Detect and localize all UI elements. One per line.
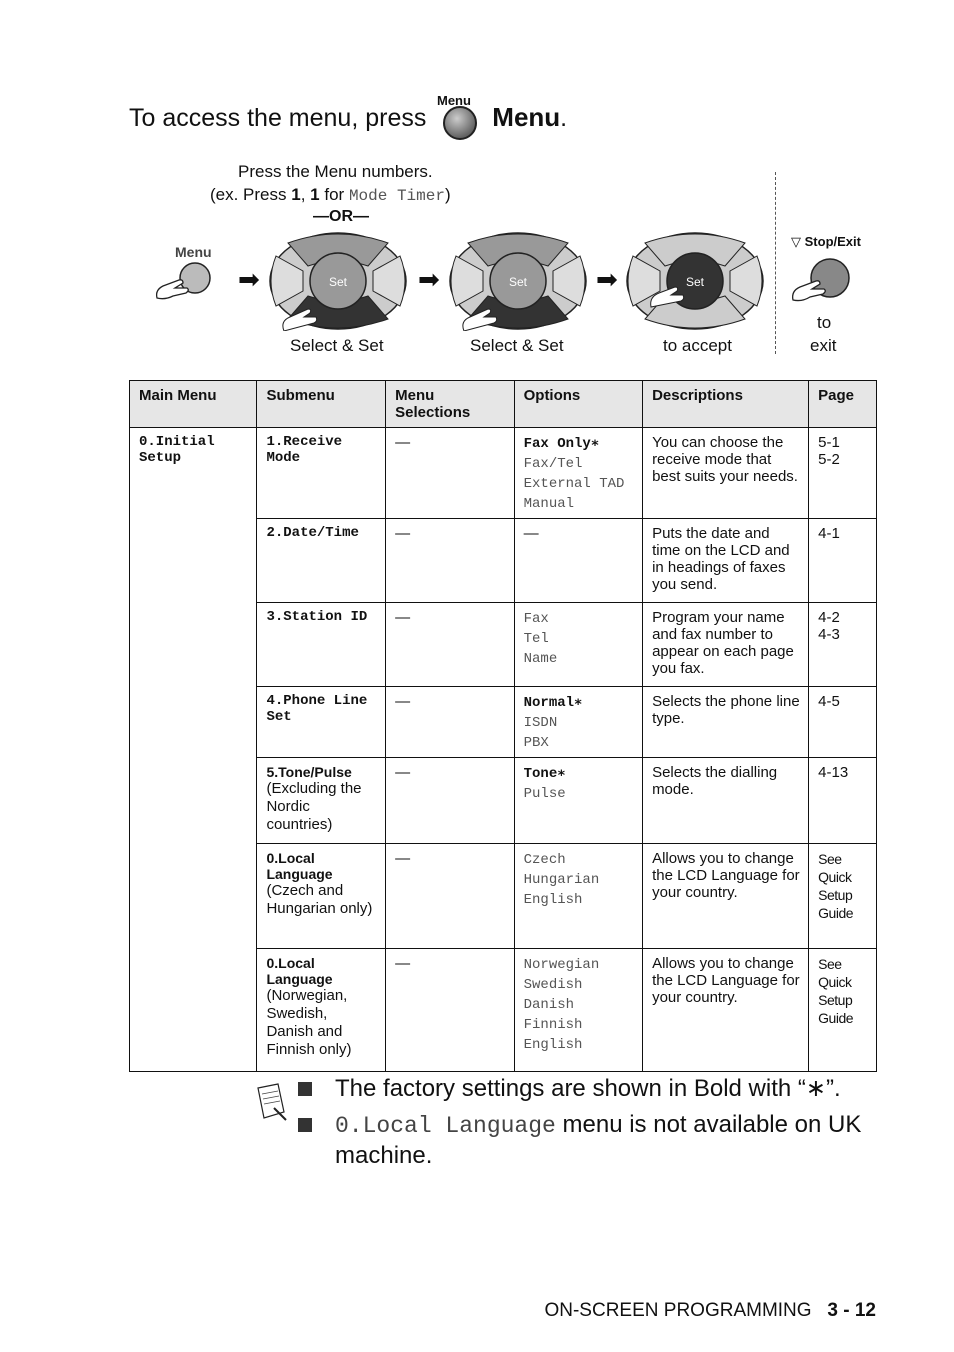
- option: Czech: [523, 852, 566, 868]
- submenu-cell: 4.Phone Line Set: [257, 687, 386, 758]
- instruction-key2: 1: [310, 185, 320, 204]
- bullet-square-icon: [298, 1082, 312, 1096]
- option-default: Normal∗: [523, 695, 583, 711]
- page-cell: See Quick Setup Guide: [809, 949, 877, 1072]
- option: English: [523, 1037, 583, 1053]
- option: Name: [523, 651, 558, 667]
- note-text: The factory settings are shown in Bold with “∗”.: [335, 1075, 841, 1102]
- notes: [298, 1074, 878, 1177]
- option: Fax: [523, 611, 549, 627]
- menu-button-caption: Menu: [437, 93, 471, 108]
- heading-suffix: .: [560, 104, 568, 132]
- note-item: [298, 1074, 878, 1104]
- option-default: Tone∗: [523, 766, 566, 782]
- selection-cell: —: [386, 758, 514, 844]
- option: Swedish: [523, 977, 583, 993]
- footer-page-number: 3 - 12: [827, 1300, 876, 1321]
- caption-select-set-1: Select & Set: [290, 336, 384, 355]
- heading-prefix: To access the menu, press: [129, 104, 427, 132]
- selection-cell: —: [386, 949, 514, 1072]
- bullet-square-icon: [298, 1118, 312, 1132]
- description-cell: Puts the date and time on the LCD and in headings of faxes you send.: [643, 519, 809, 603]
- table-row: [130, 428, 877, 519]
- submenu-name: 0.Local Language: [266, 850, 333, 882]
- options-cell: [514, 428, 642, 519]
- menu-button-icon: [443, 106, 477, 140]
- or-separator: —OR—: [313, 208, 369, 225]
- option: PBX: [523, 735, 549, 751]
- submenu-cell: 1.Receive Mode: [257, 428, 386, 519]
- header-options: Options: [514, 381, 642, 428]
- submenu-cell: [257, 758, 386, 844]
- page-cell: [809, 428, 877, 519]
- page-cell: 4-5: [809, 687, 877, 758]
- submenu-name: 5.Tone/Pulse: [266, 764, 352, 780]
- instruction-prefix: (ex. Press: [210, 185, 292, 204]
- header-main-menu: Main Menu: [130, 381, 257, 428]
- svg-text:Set: Set: [685, 275, 705, 289]
- page-cell: 4-13: [809, 758, 877, 844]
- caption-select-set-2: Select & Set: [470, 336, 564, 355]
- option-default: Fax Only∗: [523, 436, 600, 452]
- instruction-comma: ,: [300, 185, 311, 204]
- description-cell: Selects the dialling mode.: [643, 758, 809, 844]
- options-cell: [514, 687, 642, 758]
- instruction-line2: [210, 185, 451, 205]
- option: External TAD: [523, 476, 625, 492]
- header-menu-line2: Selections: [395, 404, 471, 421]
- submenu-note: (Excluding the Nordic countries): [266, 780, 362, 833]
- diagram-menu-label: Menu: [175, 244, 212, 260]
- page-cell: [809, 603, 877, 687]
- option: Pulse: [523, 786, 566, 802]
- options-cell: [514, 949, 642, 1072]
- submenu-note: (Norwegian, Swedish, Danish and Finnish only): [266, 987, 352, 1058]
- page-heading: [129, 102, 567, 136]
- selection-cell: —: [386, 428, 514, 519]
- description-cell: Selects the phone line type.: [643, 687, 809, 758]
- nav-pad-select-1: [268, 231, 408, 331]
- submenu-cell: 2.Date/Time: [257, 519, 386, 603]
- description-cell: Allows you to change the LCD Language for your country.: [643, 949, 809, 1072]
- instruction-line1: Press the Menu numbers.: [238, 162, 433, 181]
- page-ref: 5-2: [818, 451, 840, 468]
- submenu-name: 0.Local Language: [266, 955, 333, 987]
- selection-cell: —: [386, 519, 514, 603]
- svg-text:Set: Set: [508, 275, 528, 289]
- note-icon: [254, 1082, 288, 1127]
- option: ISDN: [523, 715, 558, 731]
- instruction-mode-timer: Mode Timer: [348, 187, 445, 205]
- page-ref: 5-1: [818, 434, 840, 451]
- stop-icon: ▽: [791, 234, 801, 249]
- submenu-cell: [257, 949, 386, 1072]
- header-page: Page: [809, 381, 877, 428]
- menu-press-icon: [153, 262, 215, 307]
- option: Finnish: [523, 1017, 583, 1033]
- options-cell: —: [514, 519, 642, 603]
- caption-to-accept: to accept: [663, 336, 732, 355]
- stop-exit-text: Stop/Exit: [804, 234, 861, 249]
- option: Fax/Tel: [523, 456, 583, 472]
- header-menu-line1: Menu: [395, 387, 435, 404]
- submenu-cell: 3.Station ID: [257, 603, 386, 687]
- divider: [775, 172, 776, 354]
- options-cell: [514, 844, 642, 949]
- page-cell: 4-1: [809, 519, 877, 603]
- submenu-note: (Czech and Hungarian only): [266, 882, 373, 917]
- svg-text:Set: Set: [328, 275, 348, 289]
- option: Manual: [523, 496, 575, 512]
- stop-exit-press-icon: [790, 258, 852, 309]
- page-ref: 4-2: [818, 609, 840, 626]
- header-menu-selections: [386, 381, 514, 428]
- description-cell: Allows you to change the LCD Language for your country.: [643, 844, 809, 949]
- header-descriptions: Descriptions: [643, 381, 809, 428]
- nav-pad-accept: [625, 231, 765, 331]
- description-cell: You can choose the receive mode that best suits your needs.: [643, 428, 809, 519]
- instruction-for: for: [319, 185, 349, 204]
- page-ref: 4-3: [818, 626, 840, 643]
- heading-menu-bold: Menu: [492, 102, 561, 132]
- header-submenu: Submenu: [257, 381, 386, 428]
- caption-to: to: [817, 313, 832, 332]
- arrow-right-icon: ➡: [596, 264, 618, 294]
- options-cell: [514, 603, 642, 687]
- selection-cell: —: [386, 687, 514, 758]
- description-cell: Program your name and fax number to appear on each page you fax.: [643, 603, 809, 687]
- note-rest: menu is not available on UK machine.: [335, 1111, 862, 1169]
- selection-cell: —: [386, 844, 514, 949]
- table-header-row: [130, 381, 877, 428]
- option: English: [523, 892, 583, 908]
- page-footer: [544, 1300, 876, 1322]
- arrow-right-icon: ➡: [238, 264, 260, 294]
- menu-table: [129, 380, 877, 1072]
- selection-cell: —: [386, 603, 514, 687]
- option: Tel: [523, 631, 549, 647]
- stop-exit-label: [791, 234, 861, 250]
- footer-section: ON-SCREEN PROGRAMMING: [544, 1300, 812, 1321]
- main-menu-cell: 0.Initial Setup: [130, 428, 257, 1072]
- options-cell: [514, 758, 642, 844]
- note-text: [335, 1110, 878, 1171]
- nav-pad-select-2: [448, 231, 588, 331]
- note-mono: 0.Local Language: [335, 1113, 556, 1139]
- option: Norwegian: [523, 957, 600, 973]
- page-cell: See Quick Setup Guide: [809, 844, 877, 949]
- arrow-right-icon: ➡: [418, 264, 440, 294]
- option: Danish: [523, 997, 575, 1013]
- note-item: [298, 1110, 878, 1171]
- instruction-key1: 1: [291, 185, 301, 204]
- caption-exit: exit: [810, 336, 837, 355]
- option: Hungarian: [523, 872, 600, 888]
- submenu-cell: [257, 844, 386, 949]
- instruction-suffix: ): [444, 185, 451, 204]
